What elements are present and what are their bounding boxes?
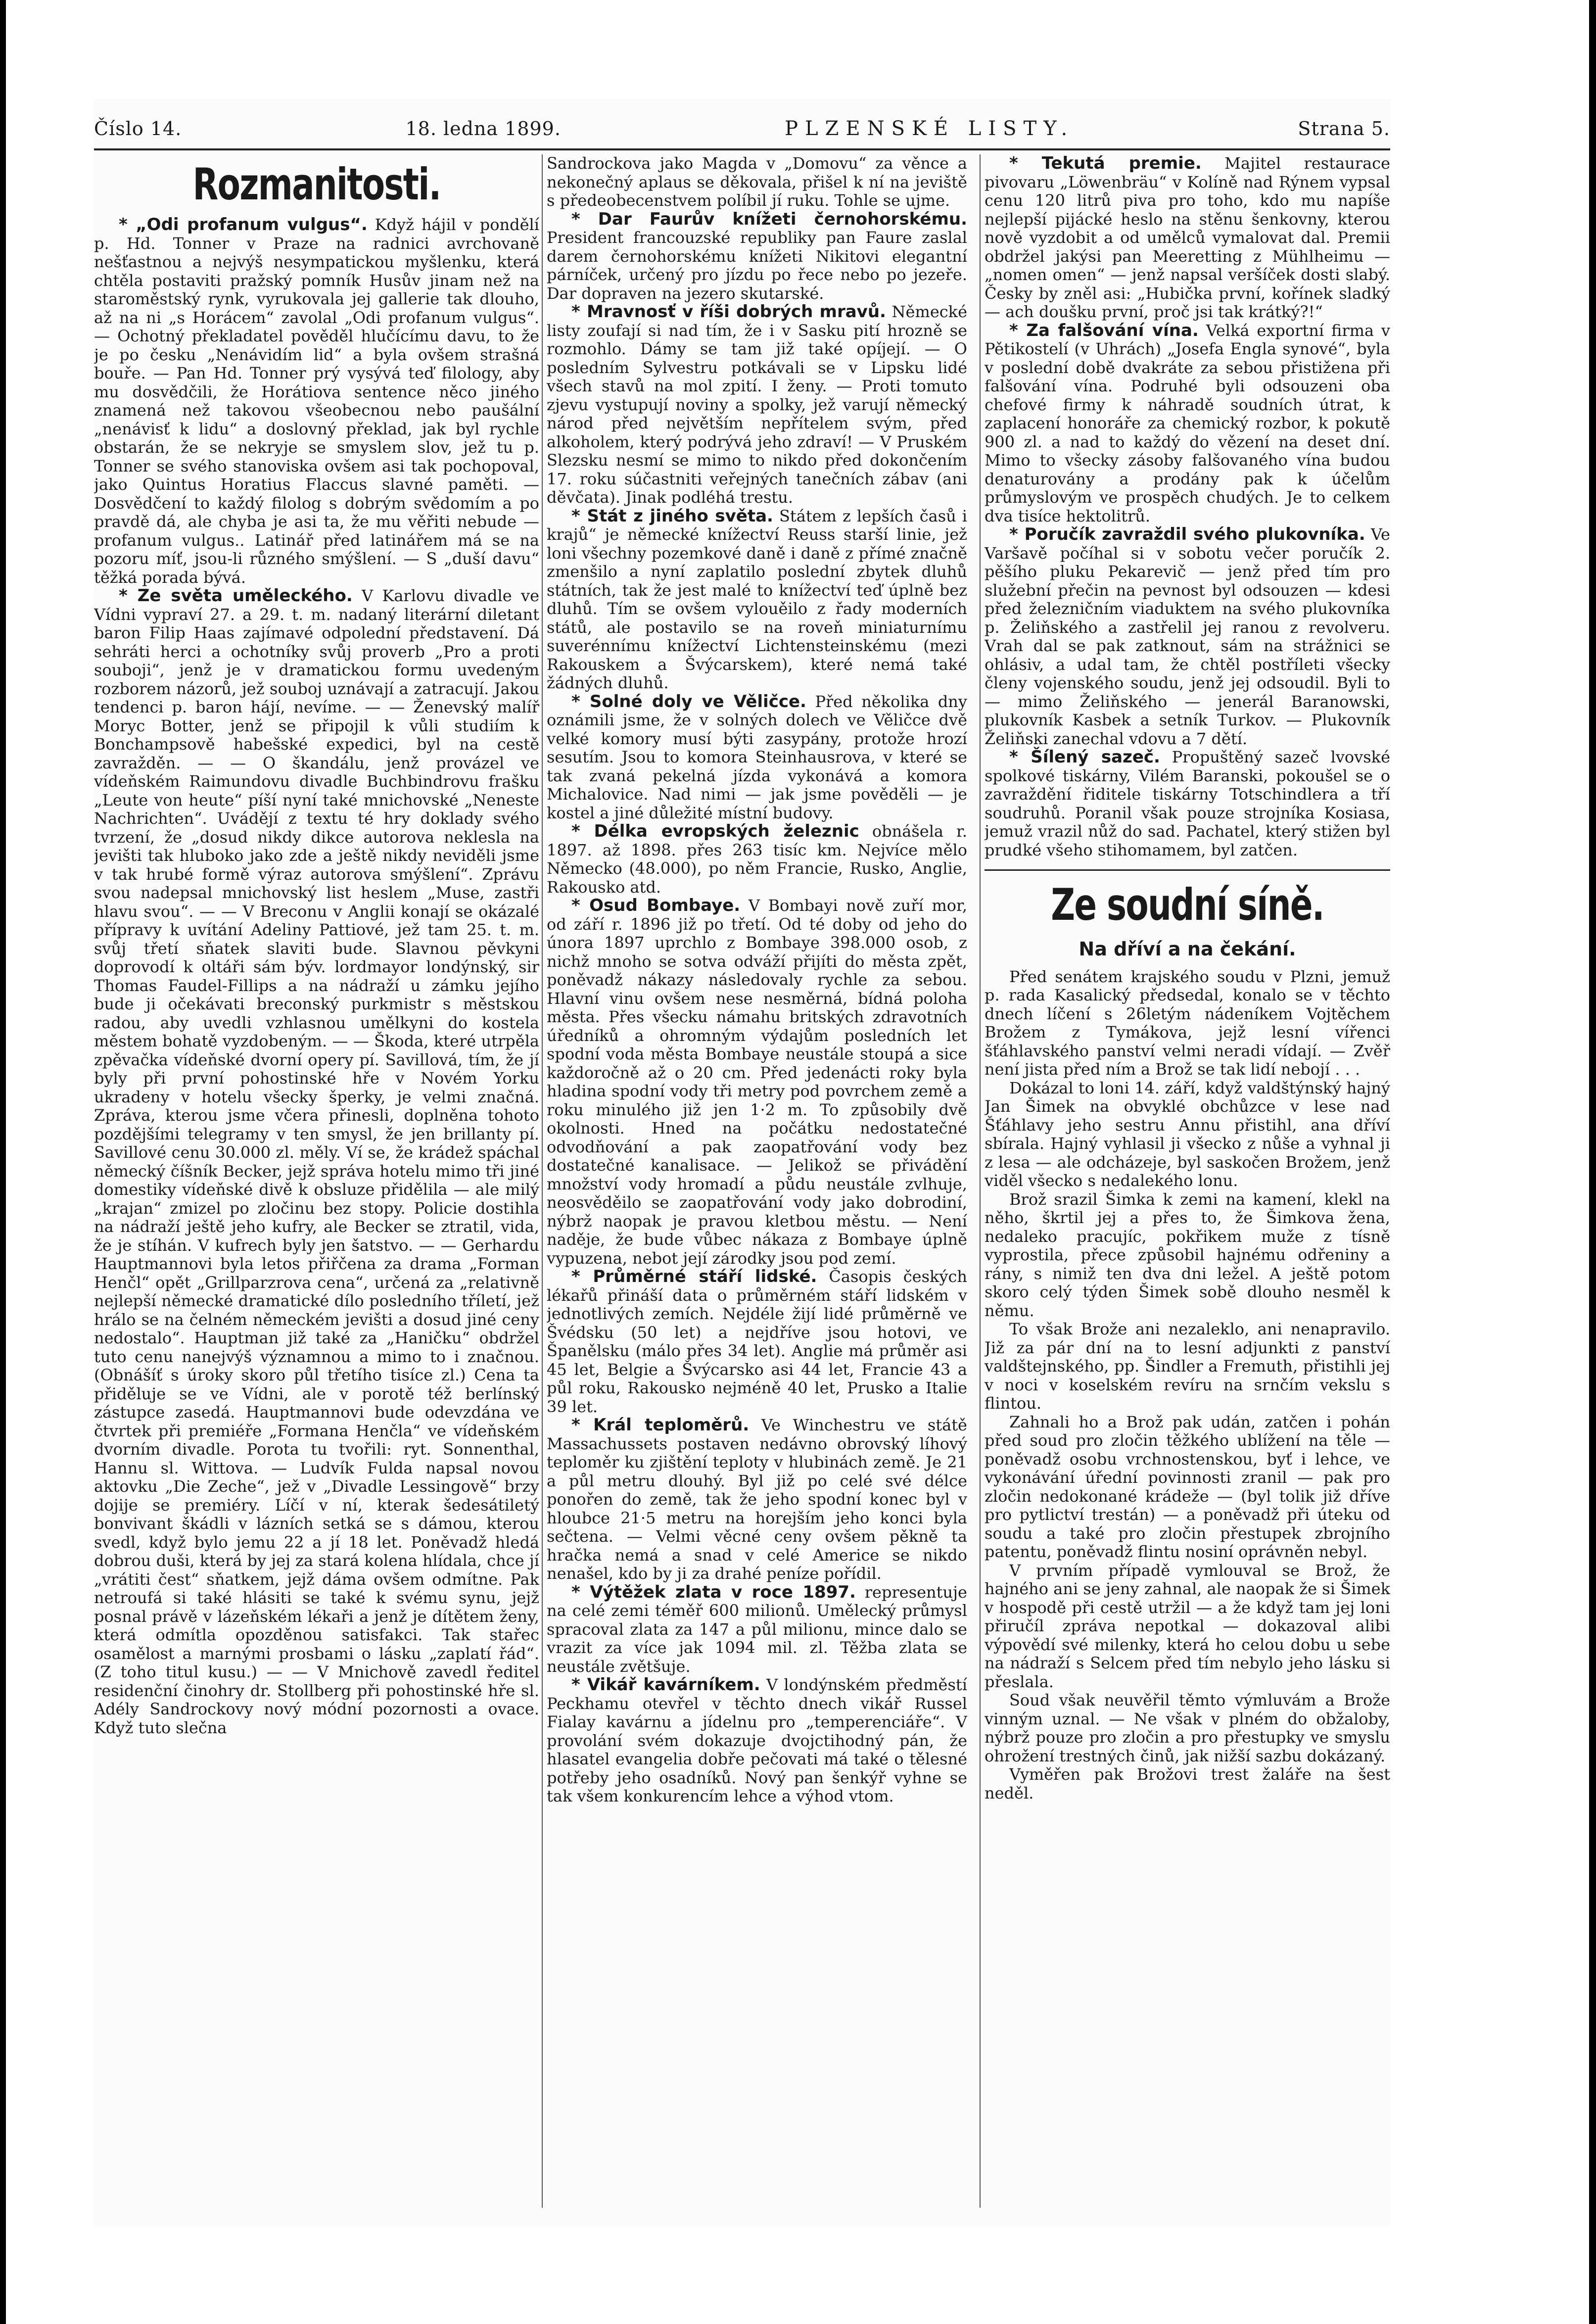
page-header (94, 114, 1390, 143)
article-text: representuje na celé zemi téměř 600 milionů. Umělecký průmysl spracoval zlata za 147 a půl milionu, mince dalo se vrazit za více jak 1094 mil. zl. Těžba zlata se neustále zvětšuje. (547, 1582, 967, 1676)
article-paragraph (94, 587, 539, 1737)
article-text: Sandrockova jako Magda v „Domovu“ za věnce a nekonečný aplaus se děkovala, přišel k ní na jeviště s předeobecenstvem políbil jí ruku. Tohle se ujme. (547, 154, 967, 210)
court-section-title: Ze soudní síně. (1051, 879, 1324, 930)
article-paragraph (547, 897, 967, 1268)
article-heading: * Poručík zavraždil svého plukovníka. (1009, 524, 1365, 544)
article-paragraph (547, 822, 967, 897)
article-text: V Bombayi nově zuří mor, od září r. 1896 již po třetí. Od té doby od jeho do února 1897 uprchlo z Bombaye 398.000 osob, z nichž mnoho se sotva odváží přijíti do města zpět, poněvadž nákazy následovaly rychle za sebou. Hlavní vinu ovšem nese nesměrná, bídná poloha města. Přes všecku námahu britských zdravotních úředníků a ohromným výdajům posledních let spodní voda města Bombaye neustále stoupá a sice každoročně až o 20 cm. Před jedenácti roky byla hladina spodní vody tři metry pod povrchem země a roku minulého již jen 1·2 m. To způsobily dvě okolnosti. Hned na počátku nedostatečné odvodňování a pak zaopatřování vody bez dostatečné kanalisace. — Jelikož se přivádění množství vody hromadí a půdu neustále zvlhuje, neosvěděilo se zaopatřování vody jako dobrodiní, nýbrž naopak je pravou kletbou městu. — Není naděje, že bude vůbec nákaza z Bombaye úplně vypuzena, nebot její zárodky jsou pod zemí. (547, 896, 967, 1268)
column-2-articles (547, 154, 967, 1806)
article-paragraph (547, 154, 967, 210)
article-text: Propuštěný sazeč lvovské spolkové tiskárny, Vilém Baranski, pokoušel se o zavraždění řiditele tiskárny Totschindlera a tří soudruhů. Poranil však pouze strojníka Kosiasa, jemuž vrazil nůž do sad. Pachatel, který stižen byl prudké všeho stihomamem, byl zatčen. (985, 748, 1390, 859)
article-heading: * Za falšování vína. (1009, 320, 1199, 340)
article-text: obnášela r. 1897. až 1898. přes 263 tisíc km. Nejvíce mělo Německo (48.000), po něm Francie, Rusko, Anglie, Rakousko atd. (547, 822, 967, 897)
issue-date: 18. ledna 1899. (405, 118, 561, 140)
article-text: V londýnském předměstí Peckhamu otevřel v těchto dnech vikář Russel Fialay kavárnu a jídelnu pro „temperenciáře“. V provolání svém dokazuje dvojctihodný pán, že hlasatel evangelia dobře pečovati má také o tělesné potřeby jeho osadníků. Nový pan šenkýř vyhne se tak všem konkurencím lehce a výhod vtom. (547, 1675, 967, 1805)
column-1 (94, 154, 539, 2223)
article-paragraph (547, 1583, 967, 1676)
section-rule (985, 869, 1390, 871)
article-text: Velká exportní firma v Pětikostelí (v Uhrách) „Josefa Engla synové“, byla v poslední době dvakráte za sebou přistižena při falšování vína. Podruhé byli odsouzeni oba chefové firmy k náhradě soudních útrat, k zaplacení honoráře za chemický rozbor, k pokutě 900 zl. a nad to každý do vězení na deset dní. Mimo to všecky zásoby falšovaného vína budou denaturovány a prodány pak k účelům průmyslovým ve prospěch chudých. Je to celkem dva tisíce hektolitrů. (985, 321, 1390, 525)
article-heading: * Mravnosť v říši dobrých mravů. (571, 302, 886, 322)
court-paragraph: Dokázal to loni 14. září, když valdštýnský hajný Jan Šimek na obvyklé obchůzce v lese nad Šťáhlavy jeho sestru Annu přistihl, ana dříví sbírala. Hajný vyhlasil ji všecko z nůše a vyhnal ji z lesa — ale odcházeje, byl saskočen Brožem, jenž viděl všecko s nedalekého lonu. (985, 1078, 1390, 1190)
article-heading: * Ze světa uměleckého. (119, 586, 353, 606)
article-text: Když hájil v pondělí p. Hd. Tonner v Praze na radnici avrchovaně nešťastnou a nejvýš nesympatickou myšlenku, která chtěla postaviti pražský pomník Husův jinam než na staroměstský rynk, vyrukovala jej gallerie tak dlouho, až na ni „s Horácem“ zavolal „Odi profanum vulgus“. — Ochotný překladatel pověděl hlučícímu davu, to že je po česku „Nenávidím lid“ a byla ovšem strašná bouře. — Pan Hd. Tonner prý vysývá teď filology, aby mu dosvědčili, že Horátiova sentence něco jiného znamená než takovou všeobecnou nebo paušální „nenávisť k lidu“ a doslovný překlad, jak byl rychle obstarán, že se nekryje se smyslem slov, jež tu p. Tonner se svého stanoviska ovšem asi tak pochopoval, jako Quintus Horatius Flaccus slavné paměti. — Dosvědčení to každý filolog s dobrým svědomím a po pravdě dá, ale chyba je asi ta, že mu věřiti nebude — profanum vulgus.. Latinář před latinářem má se na pozoru míť, jsou-li různého smýšlení. — S „duší davu“ těžká porada bývá. (94, 215, 539, 587)
article-paragraph (547, 693, 967, 823)
article-paragraph (547, 303, 967, 507)
newspaper-title: PLZENSKÉ LISTY. (785, 117, 1075, 140)
article-text: President francouzské republiky pan Faure zaslal darem černohorskému knížeti Nikitovi elegantní párníček, určený pro jízdu po řece nebo po jezeře. Dar dopraven na jezero skutarské. (547, 228, 967, 303)
court-paragraph: Před senátem krajského soudu v Plzni, jemuž p. rada Kasalický předsedal, konalo se v těchto dnech líčení s 26letým nádeníkem Vojtěchem Brožem z Tymákova, jejž lesní vířenci šťáhlavského panství velmi neradi vídají. — Zvěř není jista před ním a Brož se tak lidí nebojí . . . (985, 967, 1390, 1079)
article-heading: * „Odi profanum vulgus“. (119, 215, 368, 235)
article-text: Ve Winchestru ve státě Massachussets postaven nedávno obrovský líhový teploměr ku zjištění teploty v hlubinách země. Je 21 a půl metru dlouhý. Byl již po celé své délce ponořen do země, tak že jeho spodní konec byl v hloubce 21·5 metru na horejším jeho konci byla sečtena. — Velmi věcné ceny ovšem pěkně ta hračka nemá a snad v celé Americe se nikdo nenašel, kdo by ji za drahé peníze pořídil. (547, 1416, 967, 1583)
article-heading: * Průměrné stáří lidské. (571, 1267, 817, 1286)
article-text: Ve Varšavě počíhal si v sobotu večer poručík 2. pěšího pluku Pekarevič — jenž před tím pro služební přečin na pevnost byl odsouzen — kdesi před železničním viaduktem na svého plukovníka p. Želiňského a zastřelil jej ranou z revolveru. Vrah dal se pak zatknout, sám na strážnici se ohlásiv, a udal tam, že chtěl postříleti všecky členy vojenského soudu, jenž jej odsoudil. Byli to — mimo Želiňského — jenerál Baranowski, plukovník Kasbek a setník Turkov. — Plukovník Želiňski zanechal vdovu a 7 dětí. (985, 525, 1390, 748)
article-paragraph (985, 525, 1390, 748)
article-paragraph (547, 1676, 967, 1806)
article-heading: * Osud Bombaye. (571, 896, 741, 915)
scan-edge-right (1589, 0, 1596, 2324)
column-divider (542, 154, 543, 2208)
court-paragraph: Soud však neuvěřil těmto výmluvám a Brože vinným uznal. — Ne však v plném do obžaloby, nýbrž pouze pro zločin a pro přestupky ve smyslu ohrožení trestných činů, jak nižší sazbu dokázaný. (985, 1691, 1390, 1765)
article-heading: * Stát z jiného světa. (571, 506, 773, 526)
article-paragraph (94, 216, 539, 587)
article-paragraph (985, 322, 1390, 526)
header-rule (94, 148, 1390, 150)
court-paragraph: Zahnali ho a Brož pak udán, zatčen i pohán před soud pro zločin těžkého ublížení na těle — poněvadž osobu vrchnostenskou, byť i lehce, ve vykonávání úřední povinnosti zranil — pak pro zločin nedokonané krádeže — (byl tolik již dříve pro pytlictví trestán) — a poněvadž při úteku od soudu a také pro zločin přestupek zbrojního patentu, poněvadž flintu nosiní oprávněn nebyl. (985, 1412, 1390, 1561)
column-1-articles (94, 216, 539, 1737)
page-number: Strana 5. (1298, 118, 1390, 140)
article-heading: * Vikář kavárníkem. (571, 1675, 760, 1695)
newspaper-page (94, 99, 1390, 2227)
column-3 (985, 154, 1390, 2223)
article-paragraph (985, 154, 1390, 322)
court-paragraph: V prvním případě vymlouval se Brož, že hajného ani se jeny zahnal, ale naopak že si Šimek v hospodě při cestě utržil — a že když tam jej loni přiručíl zpráva nepotkal — dokazoval alibi výpovědí své milenky, která ho celou dobu u sebe na nádraží s Selcem před tím nebylo jeho lásku si přeslala. (985, 1561, 1390, 1691)
scan-edge-left (0, 0, 6, 2324)
article-heading: * Výtěžek zlata v roce 1897. (571, 1582, 856, 1602)
court-article-body (985, 968, 1390, 1803)
article-text: V Karlovu divadle ve Vídni vypraví 27. a 29. t. m. nadaný literární diletant baron Filip Haas zajímavé odpolední představení. Dá sehráti herci a ochotníky svůj proverb „Pro a proti souboji“, jenž je v dramatickou formu uvedeným rozborem názorů, jež souboj uznávají a zatracují. Jakou tendenci p. baron hájí, nevíme. — — Ženevský malíř Moryc Botter, jenž se připojil k vůli studiím k Bonchampsově habešské expedici, byl na cestě zavražděn. — — O škandálu, jenž provázel ve vídeňském Raimundovu divadle Buchbindrovu frašku „Leute von heute“ píší nyní také mnichovské „Neneste Nachrichten“. Uvádějí z textu té hry doklady svého tvrzení, že „dosud nikdy dikce autorova neklesla na jevišti tak hluboko jako zde a ještě nikdy neviděli jsme v tak hrubé formě výraz autorova smýšlení“. Zprávu svou nadepsal mnichovský list heslem „Muse, zastři hlavu svou“. — — V Breconu v Anglii konají se okázalé přípravy k uvítání Adeliny Pattiové, jež tam 25. t. m. svůj třetí sňatek slaviti bude. Slavnou pěvkyni doprovodí k oltáři sám býv. lordmayor londýnský, sir Thomas Faudel-Fillips a na nádraží u zámku jejího bude ji očekávati breconský purkmistr s městskou radou, aby uvedli vzhlasnou umělkyni do kostela městem bohatě vyzdobeným. — — Škoda, které utrpěla zpěvačka vídeňské dvorní opery pí. Savillová, tím, že jí byly při první pohostinské hře v Novém Yorku ukradeny v hotelu všecky šperky, je velmi značná. Zpráva, kterou jsme včera přinesli, doplněna tohoto pozdějšími telegramy v ten smysl, že jen brillanty pí. Savillové cenu 30.000 zl. měly. Ví se, že krádež spáchal německý číšník Becker, jejž správa hotelu mimo tři jiné domestiky vídeňské divě k obsluze přidělila — ale milý „krajan“ zmizel po zločinu bez stopy. Policie dostihla na nádraží ještě jeho kufry, ale Becker se ztratil, vida, že je stíhán. V kufrech byly jen šatstvo. — — Gerhardu Hauptmannovi byla letos přiřčena za drama „Forman Henčl“ opět „Grillparzrova cena“, určená za „relativně nejlepší německé dramatické dílo posledního tříletí, jež hrálo se na čelném německém jevišti a dosud jiné ceny nedostalo“. Hauptman již také za „Haničku“ obdržel tuto cenu nanejvýš významnou a mimo to i značnou. (Obnášíť s úroky skoro půl třetího tisíce zl.) Cena ta přiděluje se ve Vídni, ale v porotě též berlínský zástupce zasedá. Hauptmannovi bude odevzdána ve čtvrtek při premiéře „Formana Henčla“ ve vídeňském dvorním divadle. Porota tu tvořili: ryt. Sonnenthal, Hannu sl. Wittova. — Ludvík Fulda napsal novou aktovku „Die Zeche“, jež v „Divadle Lessingově“ brzy dojije se premiéry. Líčí v ní, kterak šedesátiletý bonvivant škádli v lázních setká se s dámou, kterou svedl, když bylo jemu 22 a jí 18 let. Poněvadž hledá dobrou duši, která by jej za stará kolena hlídala, chce jí „vrátiti čest“ sňatkem, jejž dáma ovšem odmítne. Pak netroufá si také hlásiti se také k svému synu, jejž posnal právě v lázeňském lékaři a jenž je dítětem ženy, která odmítla opozděnou satisfakci. Tak stařec osamělost a marnými prosbami o lásku „zaplatí řád“. (Z toho titul kusu.) — — V Mnichově zavedl ředitel residenční činohry dr. Stollberg při pohostinské hře sl. Adély Sandrockovy nový módní pozornosti a ovace. Když tuto slečna (94, 586, 539, 1737)
article-paragraph (547, 507, 967, 693)
column-divider (980, 154, 981, 2208)
court-paragraph: Brož srazil Šimka k zemi na kamení, klekl na něho, škrtil jej a přes to, že Šimkova žena, nedaleko pracujíc, pokřikem muže z tísně vyprostila, přece způsobil hajnému odřeniny a rány, s nimiž ten dva dni ležel. A ještě potom skoro celý týden Šimek sobě dlouho nesměl k němu. (985, 1189, 1390, 1320)
article-text: Před několika dny oznámili jsme, že v solných dolech ve Věličce dvě velké komory musí býti zasypány, protože hrozí sesutím. Jsou to komora Steinhausrova, v které se tak zvaná pekelná jízda vykonává a komora Michalovice. Nad nimi — jak jsme pověděli — je kostel a jiné důležité místní budovy. (547, 692, 967, 822)
article-heading: * Délka evropských železnic (571, 821, 859, 841)
column-2 (547, 154, 967, 2223)
article-text: Časopis českých lékařů přináší data o průměrném stáří lidském v jednotlivých zemích. Nejdéle žijí lidé průměrně ve Švédsku (50 let) a nejdříve jsou hotovi, ve Španělsku (málo přes 34 let). Anglie má průměr asi 45 let, Belgie a Švýcarsko asi 44 let, Francie 43 a půl roku, Rakousko nejméně 40 let, Prusko a Italie 39 let. (547, 1267, 967, 1416)
court-paragraph: Vyměřen pak Brožovi trest žaláře na šest neděl. (985, 1765, 1390, 1802)
issue-number: Číslo 14. (94, 118, 182, 140)
article-paragraph (547, 1268, 967, 1416)
article-paragraph (985, 748, 1390, 859)
court-article-title: Na dříví a na čekání. (1079, 938, 1296, 960)
section-title: Rozmanitosti. (192, 159, 441, 210)
court-paragraph: To však Brože ani nezaleklo, ani nenapravilo. Již za pár dní na to lesní adjunkti z panství valdštejnského, pp. Šindler a Fremuth, přistihli jej v noci v koselském revíru na srnčím vekslu s flintou. (985, 1320, 1390, 1413)
article-paragraph (547, 210, 967, 303)
article-text: Německé listy zoufají si nad tím, že i v Sasku pití hrozně se rozmohlo. Dámy se tam již také opíjejí. — O posledním Sylvestru potkávali se v Lipsku lidé všech stavů na mol zpití. I ženy. — Proti tomuto zjevu vystupují noviny a spolky, jež varují německý národ před největším nepřítelem svým, před alkoholem, který podrývá jeho zdraví! — V Pruském Slezsku nesmí se mimo to nikdo před dokončením 17. roku súčastniti veřejných tanečních zábav (ani děvčata). Jinak podléhá trestu. (547, 302, 967, 507)
article-text: Státem z lepších časů i krajů“ je německé knížectví Reuss starší linie, jež loni všechny pozemkové daně i daně z přímé značně zmenšilo a nyní zaplatilo poslední zbytek dluhů státních, tak že jest malé to knížectví teď úplně bez dluhů. Tím se ovšem vylouěilo z řady moderních států, ale postavilo se na roveň miniaturnímu suverénnímu knížectví Lichtensteinskému (mezi Rakouskem a Švýcarskem), které nemá také žádných dluhů. (547, 506, 967, 692)
column-3-articles (985, 154, 1390, 859)
article-heading: * Dar Faurův knížeti černohorskému. (571, 209, 967, 229)
article-heading: * Solné doly ve Věličce. (571, 691, 806, 711)
article-heading: * Král teploměrů. (571, 1415, 750, 1435)
article-heading: * Šílený sazeč. (1009, 747, 1160, 767)
article-heading: * Tekutá premie. (1009, 154, 1202, 173)
article-paragraph (547, 1416, 967, 1583)
article-text: Majitel restaurace pivovaru „Löwenbräu“ v Kolíně nad Rýnem vypsal cenu 120 litrů piva pro toho, kdo mu napíše nejlepší pijácké heslo na stěnu šenkovny, kterou nově vyzdobit a od umělců vymalovat dal. Premii obdržel jakýsi pan Meeretting z Mühlheimu — „nomen omen“ — jenž napsal veršíček dosti slabý. Česky by zněl asi: „Hubička první, kořínek sladký — ach doušku první, proč jsi tak krátký?!“ (985, 154, 1390, 321)
